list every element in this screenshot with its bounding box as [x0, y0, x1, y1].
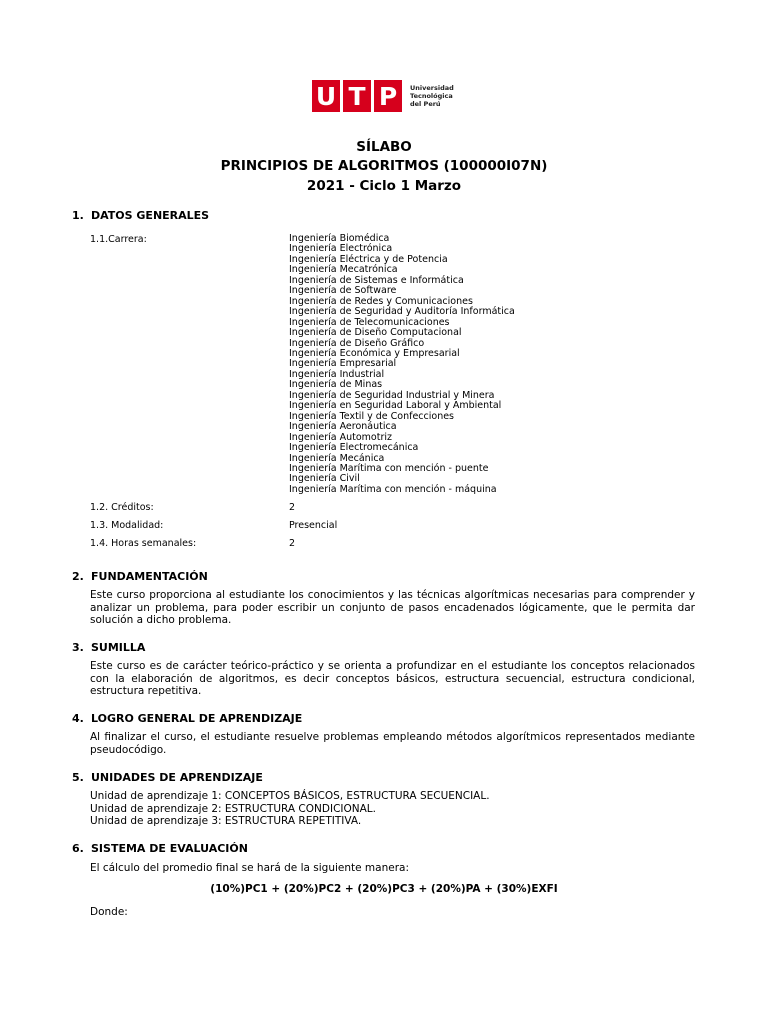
carrera-item: Ingeniería Textil y de Confecciones [289, 410, 455, 422]
fundamentacion-text: Este curso proporciona al estudiante los conocimientos y las técnicas algorítmicas necesarias para comprender y analizar un problema, para poder escribir un conjunto de pasos encadenados lógicamente, que le permita dar solución a dicho problema. [90, 589, 695, 626]
carrera-list [289, 234, 515, 495]
section-title: DATOS GENERALES [91, 209, 210, 222]
carrera-item: Ingeniería Electrónica [289, 243, 393, 255]
creditos-label: 1.2. Créditos: [90, 502, 154, 513]
sumilla-text: Este curso es de carácter teórico-práctico y se orienta a profundizar en el estudiante los conceptos relacionados con la elaboración de algoritmos, es decir conceptos básicos, estructura secuencial, estructura condicional, estructura repetitiva. [90, 660, 695, 697]
carrera-item: Ingeniería Marítima con mención - puente [289, 462, 489, 474]
carrera-item: Ingeniería Mecatrónica [289, 264, 398, 276]
logo-letters [312, 80, 405, 112]
section-heading-unidades [72, 771, 263, 784]
carrera-item: Ingeniería de Software [289, 285, 397, 297]
carrera-item: Ingeniería Biomédica [289, 233, 390, 244]
modalidad-label: 1.3. Modalidad: [90, 520, 164, 531]
carrera-item: Ingeniería Electromecánica [289, 442, 419, 454]
carrera-item: Ingeniería Marítima con mención - máquina [289, 483, 497, 495]
carrera-item: Ingeniería de Sistemas e Informática [289, 274, 464, 286]
carrera-item: Ingeniería de Seguridad Industrial y Minera [289, 389, 495, 401]
section-title: UNIDADES DE APRENDIZAJE [91, 771, 263, 784]
logo-letter-t: T [343, 80, 371, 112]
carrera-item: Ingeniería en Seguridad Laboral y Ambiental [289, 400, 502, 412]
horas-value: 2 [289, 538, 296, 549]
carrera-item: Ingeniería Económica y Empresarial [289, 347, 460, 359]
section-heading-datos [72, 209, 209, 222]
carrera-item: Ingeniería de Redes y Comunicaciones [289, 295, 473, 307]
section-number: 5. [72, 771, 84, 784]
unidad-item: Unidad de aprendizaje 3: ESTRUCTURA REPETITIVA. [90, 815, 362, 827]
section-heading-logro [72, 712, 302, 725]
carrera-item: Ingeniería Mecánica [289, 452, 385, 464]
carrera-item: Ingeniería Automotriz [289, 431, 392, 443]
unidades-list [90, 790, 490, 828]
logro-text: Al finalizar el curso, el estudiante resuelve problemas empleando métodos algorítmicos representados mediante pseudocódigo. [90, 731, 695, 756]
creditos-value: 2 [289, 502, 296, 513]
evaluacion-intro: El cálculo del promedio final se hará de la siguiente manera: [90, 862, 409, 874]
section-heading-evaluacion [72, 842, 248, 855]
evaluacion-donde: Donde: [90, 906, 128, 918]
logo-text-line: Universidad [410, 84, 454, 92]
document-title: SÍLABO [356, 139, 412, 155]
section-number: 3. [72, 641, 84, 654]
carrera-item: Ingeniería Empresarial [289, 358, 397, 370]
carrera-item: Ingeniería Industrial [289, 368, 385, 380]
logo-letter-p: P [374, 80, 402, 112]
carrera-item: Ingeniería de Diseño Gráfico [289, 337, 425, 349]
logo-letter-u: U [312, 80, 340, 112]
carrera-item: Ingeniería de Telecomunicaciones [289, 316, 450, 328]
section-title: SUMILLA [91, 641, 146, 654]
modalidad-value: Presencial [289, 520, 338, 531]
section-title: FUNDAMENTACIÓN [91, 570, 208, 583]
period-title: 2021 - Ciclo 1 Marzo [306, 178, 462, 194]
carrera-label: 1.1.Carrera: [90, 234, 147, 245]
carrera-item: Ingeniería Aeronáutica [289, 421, 397, 433]
horas-label: 1.4. Horas semanales: [90, 538, 197, 549]
section-heading-sumilla [72, 641, 145, 654]
carrera-item: Ingeniería Eléctrica y de Potencia [289, 253, 448, 265]
logo-university-name [410, 84, 454, 108]
section-title: SISTEMA DE EVALUACIÓN [91, 842, 248, 855]
logo-text-line: del Perú [410, 100, 441, 108]
section-number: 4. [72, 712, 84, 725]
section-number: 6. [72, 842, 84, 855]
unidad-item: Unidad de aprendizaje 1: CONCEPTOS BÁSICOS, ESTRUCTURA SECUENCIAL. [90, 790, 490, 802]
carrera-item: Ingeniería Civil [289, 473, 360, 485]
utp-logo [312, 80, 462, 112]
course-title: PRINCIPIOS DE ALGORITMOS (100000I07N) [220, 158, 548, 174]
section-number: 1. [72, 209, 84, 222]
carrera-item: Ingeniería de Diseño Computacional [289, 327, 462, 339]
carrera-item: Ingeniería de Minas [289, 379, 383, 391]
logo-text-line: Tecnológica [410, 92, 453, 100]
unidad-item: Unidad de aprendizaje 2: ESTRUCTURA CONDICIONAL. [90, 802, 376, 815]
section-heading-fundamentacion [72, 570, 208, 583]
carrera-item: Ingeniería de Seguridad y Auditoría Informática [289, 306, 515, 318]
section-number: 2. [72, 570, 84, 583]
evaluacion-formula: (10%)PC1 + (20%)PC2 + (20%)PC3 + (20%)PA + (30%)EXFI [210, 883, 558, 895]
section-title: LOGRO GENERAL DE APRENDIZAJE [91, 712, 303, 725]
